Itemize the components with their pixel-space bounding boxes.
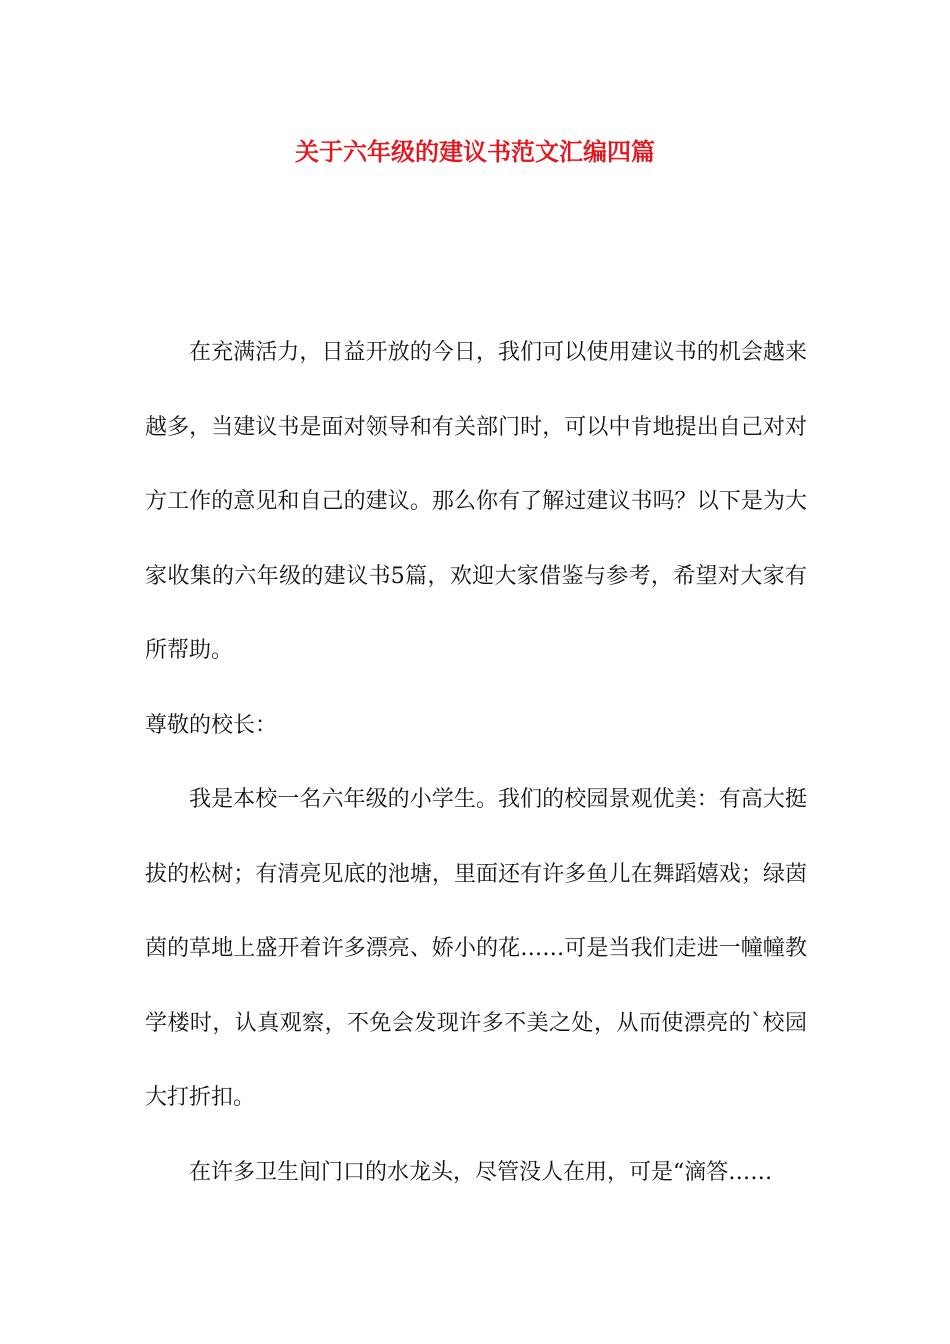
document-title: 关于六年级的建议书范文汇编四篇 [295,137,655,166]
intro-paragraph: 在充满活力，日益开放的今日，我们可以使用建议书的机会越来越多，当建议书是面对领导和有关部门时，可以中肯地提出自己对对方工作的意见和自己的建议。那么你有了解过建议书吗？以下是为大家收集的六年级的建议书5篇，欢迎大家借鉴与参考，希望对大家有所帮助。 [145,340,807,663]
body-paragraph: 我是本校一名六年级的小学生。我们的校园景观优美：有高大挺拔的松树；有清亮见底的池塘，里面还有许多鱼儿在舞蹈嬉戏；绿茵茵的草地上盛开着许多漂亮、娇小的花……可是当我们走进一幢幢教学楼时，认真观察，不免会发现许多不美之处，从而使漂亮的`校园大打折扣。 [145,787,807,1110]
body-paragraph: 在许多卫生间门口的水龙头，尽管没人在用，可是“滴答…… [189,1159,773,1185]
document-body [145,316,807,1210]
salutation: 尊敬的校长： [145,712,278,738]
